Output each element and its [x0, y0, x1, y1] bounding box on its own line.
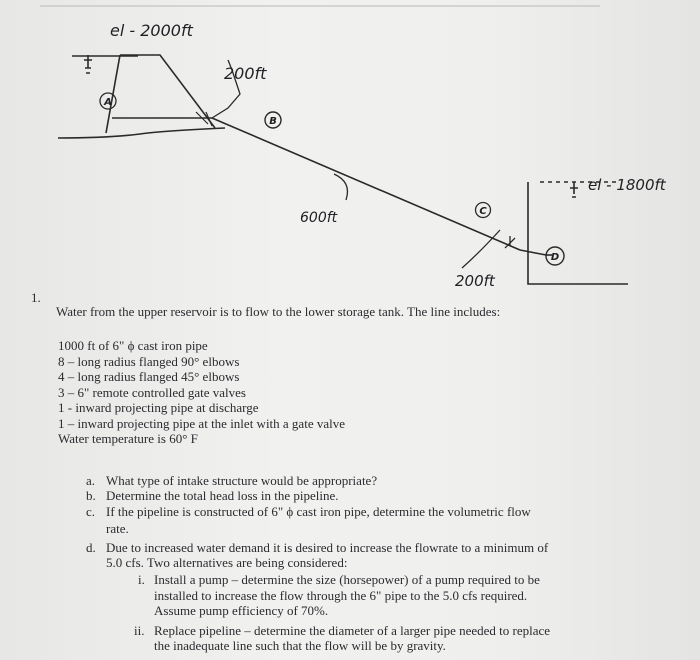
list-item: 8 – long radius flanged 90° elbows: [58, 353, 240, 369]
question-d-i-text-line1: Install a pump – determine the size (horsepower) of a pump required to be: [154, 572, 540, 587]
question-b-label: b.: [86, 488, 96, 503]
dimension-leader-600: [334, 174, 348, 200]
question-c-text-line2: rate.: [106, 521, 129, 536]
question-d-text-line1: Due to increased water demand it is desired to increase the flowrate to a minimum of: [106, 540, 549, 555]
question-b: [86, 489, 339, 504]
list-item: Water temperature is 60° F: [58, 431, 198, 446]
tank-wall: [528, 182, 628, 284]
reservoir-pipeline-sketch: [0, 0, 700, 300]
problem-number: 1.: [31, 290, 41, 305]
upper-length-label: 200ft: [224, 64, 267, 83]
question-d-ii: [134, 624, 550, 639]
list-item: 1000 ft of 6" ϕ cast iron pipe: [58, 338, 208, 353]
upper-elevation-label: el - 2000ft: [110, 21, 193, 40]
main-pipe: [212, 118, 520, 250]
question-c-text-line1: If the pipeline is constructed of 6" ϕ cast iron pipe, determine the volumetric flow: [106, 504, 531, 519]
question-d-i-label: i.: [138, 572, 145, 587]
list-item: 1 - inward projecting pipe at discharge: [58, 400, 259, 415]
question-d-i-text-line2: installed to increase the flow through the 6" pipe to the 5.0 cfs required.: [154, 588, 528, 603]
list-item: 3 – 6" remote controlled gate valves: [58, 384, 246, 400]
question-d: [86, 541, 548, 556]
mid-length-label: 600ft: [300, 210, 338, 226]
question-d-i: [138, 573, 540, 588]
question-d-label: d.: [86, 540, 96, 555]
question-a: [86, 474, 377, 489]
lower-elevation-label: el - 1800ft: [588, 176, 666, 194]
upper-reservoir: [58, 55, 240, 138]
dimension-leader-200-lower: [462, 230, 500, 268]
discharge-pipe: [520, 250, 546, 255]
pipeline: [212, 118, 546, 268]
question-c: [86, 505, 531, 520]
question-d-ii-text-line1: Replace pipeline – determine the diameter of a larger pipe needed to replace: [154, 623, 551, 638]
pipeline-components-list: [58, 338, 345, 447]
lower-length-label: 200ft: [455, 272, 495, 290]
problem-intro: Water from the upper reservoir is to flow to the lower storage tank. The line includes:: [56, 304, 501, 319]
marker-a-label: A: [104, 97, 112, 108]
marker-b-label: B: [269, 116, 277, 127]
ground-line: [58, 128, 225, 138]
tank-level-symbol: [570, 182, 578, 197]
lower-tank: [528, 182, 628, 284]
question-b-text: Determine the total head loss in the pipeline.: [106, 488, 339, 503]
question-d-ii-text-line2: the inadequate line such that the flow will be by gravity.: [154, 638, 446, 653]
marker-c-label: C: [479, 206, 487, 217]
marker-d-label: D: [550, 252, 560, 263]
water-level-symbol: [84, 55, 92, 73]
list-item: 4 – long radius flanged 45° elbows: [58, 369, 240, 384]
list-item: 1 – inward projecting pipe at the inlet with a gate valve: [58, 415, 345, 431]
question-d-i-text-line3: Assume pump efficiency of 70%.: [154, 603, 329, 618]
question-d-ii-label: ii.: [134, 623, 145, 638]
question-a-text: What type of intake structure would be appropriate?: [106, 473, 378, 488]
question-c-label: c.: [86, 504, 96, 519]
question-d-text-line2: 5.0 cfs. Two alternatives are being considered:: [106, 555, 348, 570]
question-a-label: a.: [86, 473, 96, 488]
